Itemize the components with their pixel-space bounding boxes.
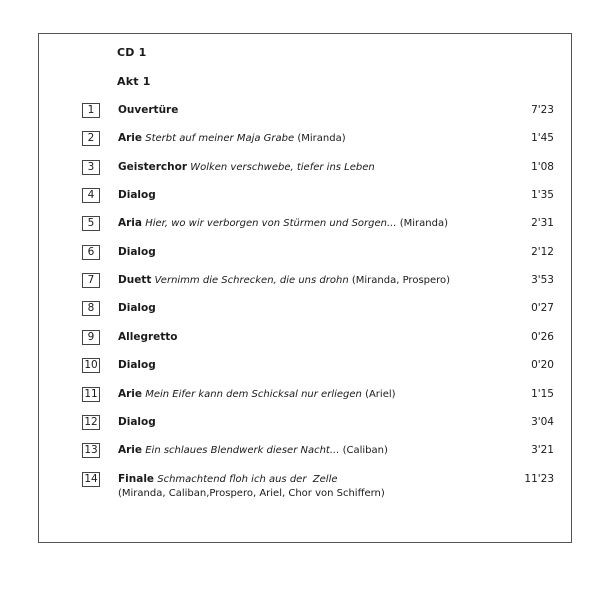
track-type: Dialog — [118, 359, 156, 371]
track-duration: 1'08 — [531, 161, 554, 173]
track-duration: 2'31 — [531, 217, 554, 229]
track-number: 6 — [82, 245, 100, 260]
track-title: Hier, wo wir verborgen von Stürmen und Sorgen... — [145, 218, 397, 229]
track-duration: 0'27 — [531, 302, 554, 314]
track-row — [82, 387, 554, 403]
track-number: 1 — [82, 103, 100, 118]
track-type: Dialog — [118, 246, 156, 258]
track-title: Sterbt auf meiner Maja Grabe — [145, 133, 295, 144]
track-number: 7 — [82, 273, 100, 288]
track-row — [82, 301, 554, 317]
track-duration: 11'23 — [524, 473, 554, 485]
track-roles: (Miranda) — [297, 133, 346, 144]
track-number: 4 — [82, 188, 100, 203]
track-duration: 1'45 — [531, 132, 554, 144]
track-roles: (Miranda, Caliban,Prospero, Ariel, Chor von Schiffern) — [118, 488, 385, 499]
track-duration: 3'04 — [531, 416, 554, 428]
track-row — [82, 216, 554, 232]
track-row — [82, 273, 554, 289]
track-number: 5 — [82, 216, 100, 231]
track-number: 2 — [82, 131, 100, 146]
track-number: 13 — [82, 443, 100, 458]
track-type: Ouvertüre — [118, 104, 179, 116]
track-row — [82, 103, 554, 119]
track-title: Vernimm die Schrecken, die uns drohn — [154, 275, 349, 286]
track-title: Ein schlaues Blendwerk dieser Nacht... — [145, 445, 340, 456]
track-type: Dialog — [118, 302, 156, 314]
track-number: 9 — [82, 330, 100, 345]
track-row — [82, 472, 554, 504]
track-duration: 7'23 — [531, 104, 554, 116]
track-type: Finale — [118, 473, 155, 485]
track-type: Dialog — [118, 189, 156, 201]
track-type: Geisterchor — [118, 161, 187, 173]
track-roles: (Ariel) — [365, 389, 396, 400]
track-roles: (Miranda, Prospero) — [351, 275, 451, 286]
track-row — [82, 443, 554, 459]
track-row — [82, 245, 554, 261]
cd-heading: CD 1 — [117, 46, 147, 59]
track-roles: (Miranda) — [399, 218, 448, 229]
track-roles: (Caliban) — [342, 445, 388, 456]
track-type: Duett — [118, 274, 152, 286]
act-heading: Akt 1 — [117, 75, 151, 88]
track-row — [82, 330, 554, 346]
track-type: Aria — [118, 217, 142, 229]
track-title: Schmachtend floh ich aus der Zelle — [157, 474, 338, 485]
track-type: Allegretto — [118, 331, 178, 343]
track-duration: 3'21 — [531, 444, 554, 456]
track-row — [82, 415, 554, 431]
track-type: Arie — [118, 132, 143, 144]
track-duration: 1'15 — [531, 388, 554, 400]
track-duration: 2'12 — [531, 246, 554, 258]
track-row — [82, 131, 554, 147]
track-duration: 1'35 — [531, 189, 554, 201]
track-title: Wolken verschwebe, tiefer ins Leben — [190, 162, 375, 173]
track-type: Dialog — [118, 416, 156, 428]
track-title: Mein Eifer kann dem Schicksal nur erliegen — [145, 389, 362, 400]
track-row — [82, 188, 554, 204]
track-row — [82, 358, 554, 374]
track-number: 10 — [82, 358, 100, 373]
track-type: Arie — [118, 444, 143, 456]
track-type: Arie — [118, 388, 143, 400]
track-number: 11 — [82, 387, 100, 402]
track-duration: 0'26 — [531, 331, 554, 343]
track-number: 8 — [82, 301, 100, 316]
track-number: 14 — [82, 472, 100, 487]
track-row — [82, 160, 554, 176]
track-duration: 0'20 — [531, 359, 554, 371]
track-number: 3 — [82, 160, 100, 175]
track-duration: 3'53 — [531, 274, 554, 286]
track-number: 12 — [82, 415, 100, 430]
